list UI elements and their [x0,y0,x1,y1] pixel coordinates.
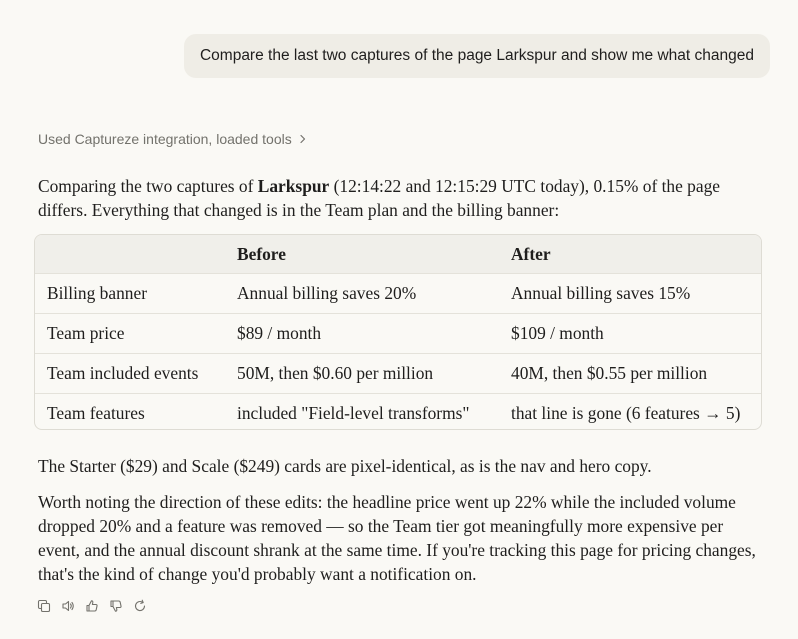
table-cell: 40M, then $0.55 per million [499,354,761,394]
table-header-cell: Before [225,235,499,274]
changes-table [34,234,762,430]
table-cell: $89 / month [225,314,499,354]
thumbs-up-button[interactable] [84,598,100,614]
response-paragraph-unchanged: The Starter ($29) and Scale ($249) cards are pixel-identical, as is the nav and hero copy. [38,456,652,476]
retry-icon [133,599,147,613]
page-name: Larkspur [257,176,330,196]
copy-icon [37,599,51,613]
table-cell: Team price [35,314,225,354]
table-cell: 50M, then $0.60 per million [225,354,499,394]
table-row [35,394,761,431]
retry-button[interactable] [132,598,148,614]
message-actions [36,598,148,614]
thumbs-up-icon [85,599,99,613]
tools-used-label: Used Captureze integration, loaded tools [38,131,292,147]
table-row [35,314,761,354]
tools-used-toggle[interactable] [38,131,308,147]
speaker-icon [61,599,75,613]
user-message-bubble [184,34,770,78]
table-cell: Annual billing saves 15% [499,274,761,314]
table-cell: Billing banner [35,274,225,314]
read-aloud-button[interactable] [60,598,76,614]
response-intro: Comparing the two captures of Larkspur (12:14:22 and 12:15:29 UTC today), 0.15% of the page differs. Everything that changed is in the Team plan and the billing banner: [38,176,721,220]
table-row [35,354,761,394]
table-cell: Team features [47,403,145,423]
table-row [35,274,761,314]
table-header-cell: After [499,235,761,274]
user-message-text: Compare the last two captures of the page Larkspur and show me what changed [199,47,754,64]
table-cell: included "Field-level transforms" [237,403,470,423]
table-cell: that line is gone (6 features → 5) [511,403,741,423]
copy-button[interactable] [36,598,52,614]
thumbs-down-icon [109,599,123,613]
response-paragraph-analysis: Worth noting the direction of these edits: the headline price went up 22% while the included volume dropped 20% and a feature was removed — so the Team tier got meaningfully more expensive per event, and the annual discount shrank at the same time. If you're tracking this page for pricing changes, that's the kind of change you'd probably want a notification on. [38,492,756,584]
table-header-cell [35,235,225,274]
chevron-right-icon [298,134,308,144]
thumbs-down-button[interactable] [108,598,124,614]
table-cell: $109 / month [499,314,761,354]
table-header-row [35,235,761,274]
table-cell: Team included events [35,354,225,394]
table-cell: Annual billing saves 20% [225,274,499,314]
